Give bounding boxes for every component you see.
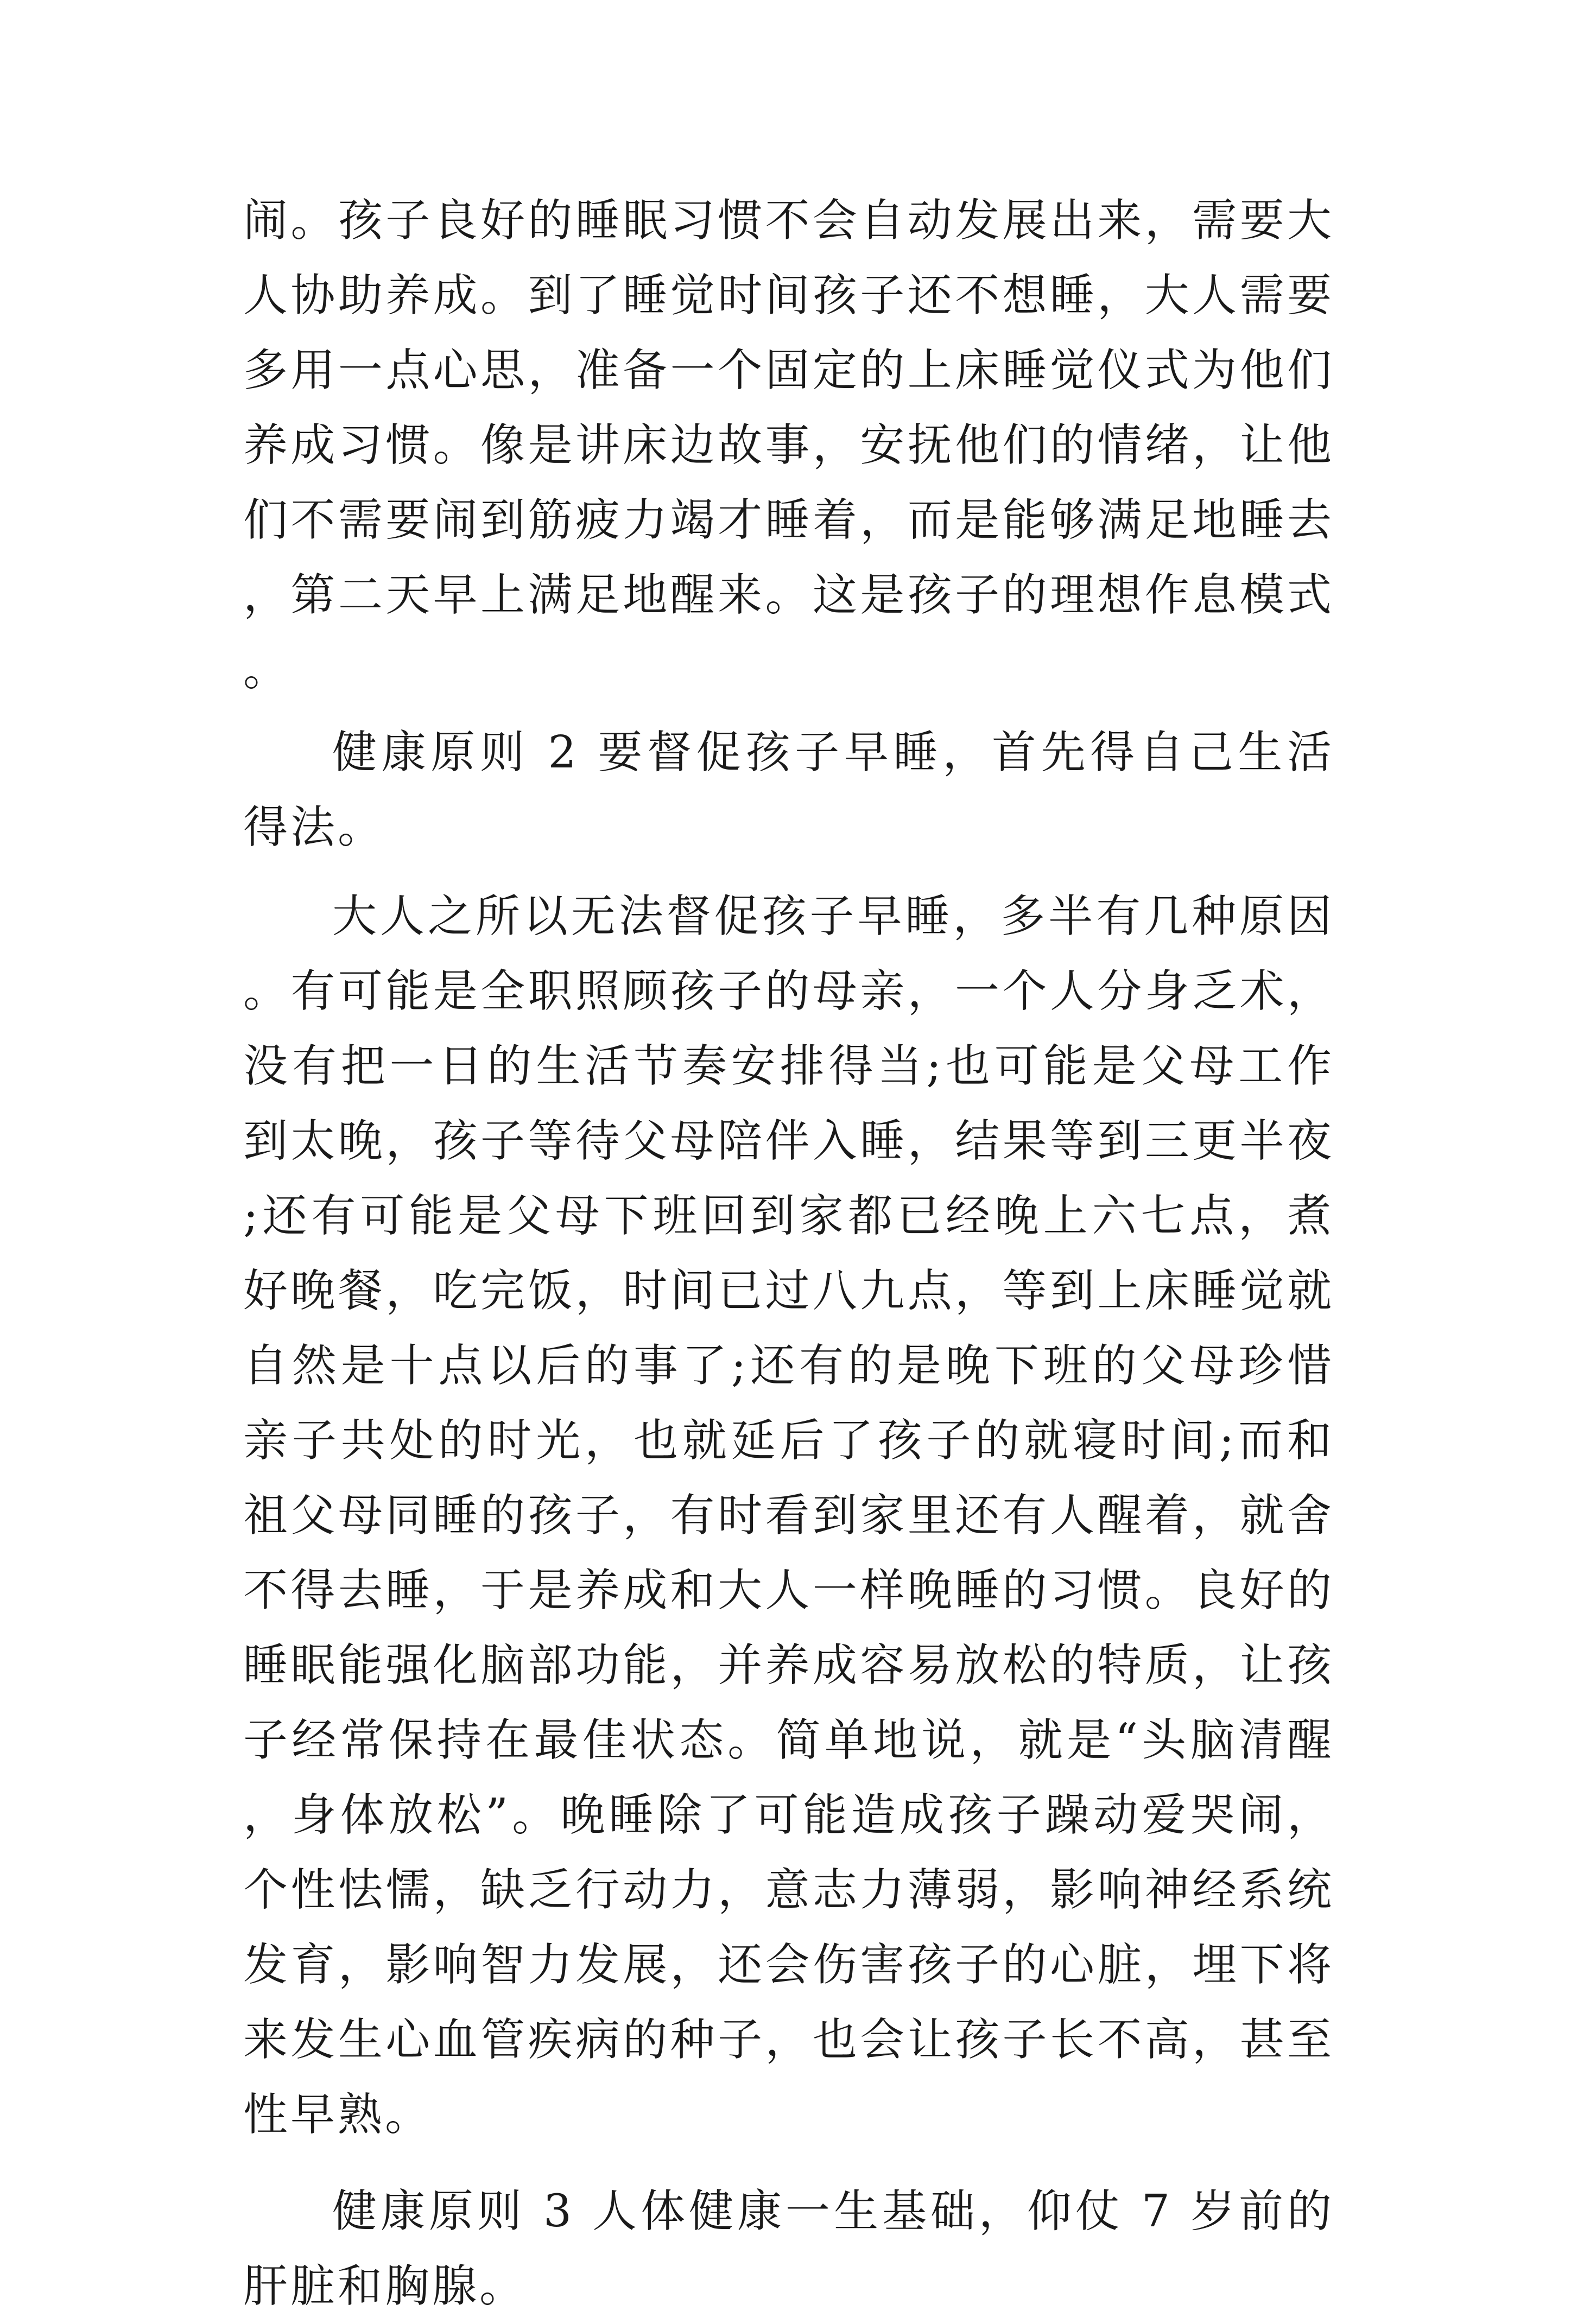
paragraph-principle-3-heading: 健康原则 3 人体健康一生基础，仰仗 7 岁前的肝脏和胸腺。	[243, 2186, 1334, 2312]
paragraph-principle-2-body: 大人之所以无法督促孩子早睡，多半有几种原因。有可能是全职照顾孩子的母亲，一个人分身乏术，没有把一日的生活节奏安排得当;也可能是父母工作到太晚，孩子等待父母陪伴入睡，结果等到三更半夜;还有可能是父母下班回到家都已经晚上六七点，煮好晚餐，吃完饭，时间已过八九点，等到上床睡觉就自然是十点以后的事了;还有的是晚下班的父母珍惜亲子共处的时光，也就延后了孩子的就寝时间;而和祖父母同睡的孩子，有时看到家里还有人醒着，就舍不得去睡，于是养成和大人一样晚睡的习惯。良好的睡眠能强化脑部功能，并养成容易放松的特质，让孩子经常保持在最佳状态。简单地说，就是“头脑清醒，身体放松”。晚睡除了可能造成孩子躁动爱哭闹，个性怯懦，缺乏行动力，意志力薄弱，影响神经系统发育，影响智力发展，还会伤害孩子的心脏，埋下将来发生心血管疾病的种子，也会让孩子长不高，甚至性早熟。	[243, 891, 1334, 2141]
document-body	[243, 183, 1334, 2324]
paragraph-continuation: 闹。孩子良好的睡眠习惯不会自动发展出来，需要大人协助养成。到了睡觉时间孩子还不想睡，大人需要多用一点心思，准备一个固定的上床睡觉仪式为他们养成习惯。像是讲床边故事，安抚他们的情绪，让他们不需要闹到筋疲力竭才睡着，而是能够满足地睡去，第二天早上满足地醒来。这是孩子的理想作息模式。	[243, 195, 1334, 696]
paragraph-principle-2-heading: 健康原则 2 要督促孩子早睡，首先得自己生活得法。	[243, 727, 1334, 853]
